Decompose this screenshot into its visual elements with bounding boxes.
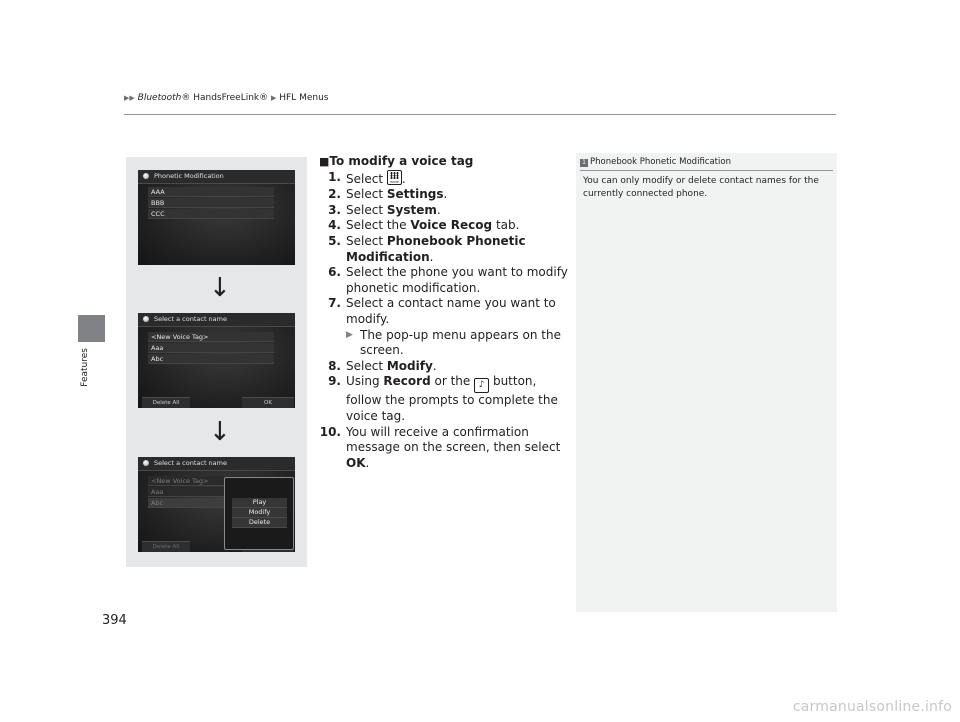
step-number: 3. [328, 202, 341, 217]
step-number: 9. [328, 374, 341, 389]
page-number: 394 [102, 613, 127, 628]
popup-play-item[interactable]: Play [232, 498, 287, 508]
list-item[interactable]: AAA [148, 187, 274, 197]
list-item[interactable]: <New Voice Tag> [148, 476, 274, 486]
talk-button-icon: ♪ [474, 378, 489, 393]
screen-phonetic-modification [138, 170, 295, 265]
breadcrumb-arrow-icon: ▶ [271, 94, 277, 102]
step-7-result: ▶ The pop-up menu appears on the screen. [346, 327, 561, 358]
screen-title-bar [138, 313, 295, 327]
screen-title: Select a contact name [154, 459, 227, 467]
chapter-tab [78, 315, 105, 342]
ok-button[interactable]: OK [242, 397, 294, 408]
list-item[interactable]: Abc [148, 498, 274, 508]
breadcrumb-menus: HFL Menus [279, 93, 329, 103]
list-item[interactable]: Aaa [148, 343, 274, 353]
down-arrow-icon: ↓ [209, 273, 231, 303]
result-arrow-icon: ▶ [346, 329, 353, 340]
step-2: 2. Select Settings. [316, 187, 568, 203]
home-icon: HOME [387, 170, 402, 185]
header-divider [124, 114, 836, 115]
step-5: 5. Select Phonebook Phonetic Modification. [316, 234, 568, 265]
step-9: 9. Using Record or the ♪ button, follow the prompts to complete the voice tag. [316, 374, 568, 424]
section-title: ■To modify a voice tag [319, 154, 474, 168]
screen-title-bar [138, 457, 295, 471]
breadcrumb [124, 93, 329, 103]
step-7: 7. Select a contact name you want to modify. ▶ The pop-up menu appears on the screen. [316, 296, 568, 358]
screen-status-icon [143, 316, 149, 322]
screen-title: Select a contact name [154, 315, 227, 323]
breadcrumb-bluetooth: Bluetooth [137, 93, 182, 103]
down-arrow-icon: ↓ [209, 417, 231, 447]
note-badge: 1 [580, 159, 588, 167]
step-8: 8. Select Modify. [316, 359, 568, 375]
screen-status-icon [143, 460, 149, 466]
step-3: 3. Select System. [316, 203, 568, 219]
chapter-label: Features [80, 348, 90, 387]
note-heading: 1 Phonebook Phonetic Modification [580, 157, 731, 167]
delete-all-button[interactable]: Delete All [142, 541, 190, 552]
watermark: carmanualsonline.info [792, 699, 952, 715]
step-number: 1. [328, 169, 341, 184]
step-10: 10. You will receive a confirmation message on the screen, then select OK. [316, 425, 568, 472]
breadcrumb-arrow-icon: ▶▶ [124, 94, 135, 102]
popup-menu [224, 477, 294, 550]
step-4: 4. Select the Voice Recog tab. [316, 218, 568, 234]
screen-select-contact-popup [138, 457, 295, 552]
screen-title-bar [138, 170, 295, 184]
popup-modify-item[interactable]: Modify [232, 508, 287, 518]
list-item[interactable]: Aaa [148, 487, 274, 497]
list-item[interactable]: CCC [148, 209, 274, 219]
figure-panel [126, 157, 307, 567]
step-number: 8. [328, 358, 341, 373]
step-number: 5. [328, 233, 341, 248]
popup-delete-item[interactable]: Delete [232, 518, 287, 528]
instructions [316, 154, 568, 471]
step-number: 4. [328, 218, 341, 233]
breadcrumb-hfl: ® HandsFreeLink® [181, 93, 269, 103]
step-number: 10. [319, 424, 341, 439]
list-item[interactable]: Abc [148, 354, 274, 364]
step-number: 7. [328, 296, 341, 311]
square-bullet-icon: ■ [319, 155, 330, 168]
step-1: 1. Select HOME . [316, 170, 568, 188]
screen-title: Phonetic Modification [154, 172, 224, 180]
list-item[interactable]: BBB [148, 198, 274, 208]
screen-select-contact [138, 313, 295, 408]
list-item[interactable]: <New Voice Tag> [148, 332, 274, 342]
note-text: You can only modify or delete contact names for the currently connected phone. [583, 176, 819, 199]
step-number: 2. [328, 187, 341, 202]
screen-status-icon [143, 173, 149, 179]
delete-all-button[interactable]: Delete All [142, 397, 190, 408]
step-6: 6. Select the phone you want to modify phonetic modification. [316, 265, 568, 296]
step-number: 6. [328, 265, 341, 280]
note-divider [580, 170, 833, 171]
note-box [576, 153, 837, 612]
